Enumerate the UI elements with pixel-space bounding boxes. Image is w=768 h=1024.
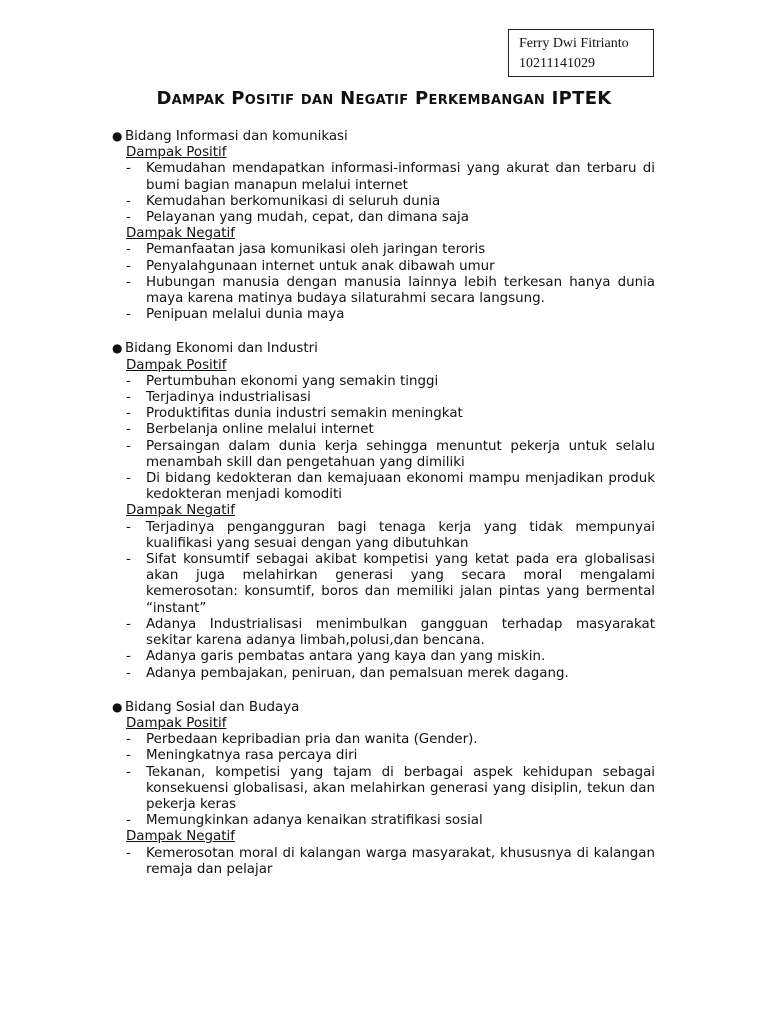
dash-marker: - [126, 649, 131, 665]
list-item-text: Penyalahgunaan internet untuk anak dibawah umur [146, 258, 495, 274]
dash-marker: - [126, 616, 131, 632]
list-item [126, 390, 655, 406]
list-item-text: Meningkatnya rasa percaya diri [146, 748, 358, 764]
list-item-text: Berbelanja online melalui internet [146, 422, 374, 438]
list-item-text: Kemudahan berkomunikasi di seluruh dunia [146, 193, 441, 209]
list-item [126, 242, 655, 258]
dash-marker: - [126, 813, 131, 829]
list-item [126, 552, 655, 617]
list-item-text: Memungkinkan adanya kenaikan stratifikasi sosial [146, 813, 483, 829]
list-item-text: Terjadinya pengangguran bagi tenaga kerja yang tidak mempunyai kualifikasi yang sesuai dengan yang dibutuhkan [146, 519, 655, 551]
list-item [126, 210, 655, 226]
list-item-text: Pertumbuhan ekonomi yang semakin tinggi [146, 373, 439, 389]
list-item-text: Di bidang kedokteran dan kemajuaan ekonomi mampu menjadikan produk kedokteran menjadi komoditi [146, 471, 655, 503]
list-item-text: Perbedaan kepribadian pria dan wanita (Gender). [146, 732, 478, 748]
list-item-text: Kemerosotan moral di kalangan warga masyarakat, khususnya di kalangan remaja dan pelajar [146, 845, 655, 877]
section [112, 128, 655, 323]
dash-marker: - [126, 390, 131, 406]
dash-marker: - [126, 406, 131, 422]
bullet-icon: ● [112, 699, 123, 714]
list-item [126, 813, 655, 829]
positive-impact-label: Dampak Positif [126, 145, 227, 161]
list-item-text: Terjadinya industrialisasi [146, 390, 311, 406]
list-item-text: Tekanan, kompetisi yang tajam di berbagai aspek kehidupan sebagai konsekuensi globalisasi, akan melahirkan generasi yang disiplin, tekun dan pekerja keras [146, 764, 655, 812]
dash-marker: - [126, 552, 131, 568]
dash-marker: - [126, 845, 131, 861]
list-item [126, 307, 655, 323]
list-item-text: Produktifitas dunia industri semakin meningkat [146, 406, 463, 422]
list-item-text: Adanya Industrialisasi menimbulkan gangguan terhadap masyarakat sekitar karena adanya limbah,polusi,dan bencana. [146, 616, 655, 649]
dash-marker: - [126, 193, 131, 209]
dash-marker: - [126, 764, 131, 780]
section-heading [112, 699, 655, 716]
author-id: 10211141029 [519, 56, 595, 71]
dash-marker: - [126, 242, 131, 258]
list-item [126, 649, 655, 665]
list-item [126, 259, 655, 275]
list-item-text: Adanya garis pembatas antara yang kaya dan yang miskin. [146, 649, 546, 665]
section-title: Bidang Informasi dan komunikasi [125, 129, 348, 144]
section-title: Bidang Ekonomi dan Industri [125, 341, 318, 357]
positive-impact-label: Dampak Positif [126, 715, 227, 731]
page-title: Dampak Positif dan Negatif Perkembangan IPTEK [156, 88, 612, 109]
bullet-icon: ● [112, 129, 123, 143]
dash-marker: - [126, 210, 131, 226]
dash-marker: - [126, 422, 131, 438]
dash-marker: - [126, 748, 131, 764]
negative-impact-label: Dampak Negatif [126, 829, 235, 845]
list-item [126, 732, 655, 748]
dash-marker: - [126, 438, 131, 454]
dash-marker: - [126, 274, 131, 290]
author-name: Ferry Dwi Fitrianto [519, 36, 629, 51]
section-heading [112, 340, 655, 357]
negative-impact-list [126, 520, 655, 682]
negative-impact-list [126, 242, 655, 323]
list-item [126, 617, 655, 649]
dash-marker: - [126, 471, 131, 487]
list-item-text: Persaingan dalam dunia kerja sehingga menuntut pekerja untuk selalu menambah skill dan pengetahuan yang dimiliki [146, 438, 655, 470]
list-item [126, 471, 655, 503]
negative-impact-label: Dampak Negatif [126, 503, 235, 519]
list-item-text: Hubungan manusia dengan manusia lainnya lebih terkesan hanya dunia maya karena matinya budaya silaturahmi secara langsung. [146, 274, 655, 307]
positive-impact-list [126, 374, 655, 504]
list-item-text: Pelayanan yang mudah, cepat, dan dimana saja [146, 210, 469, 226]
section [112, 699, 655, 878]
dash-marker: - [126, 258, 131, 274]
dash-marker: - [126, 373, 131, 389]
positive-impact-label: Dampak Positif [126, 357, 227, 373]
bullet-icon: ● [112, 341, 123, 356]
list-item [126, 846, 655, 878]
list-item [126, 406, 655, 422]
document-body [112, 128, 655, 895]
list-item [126, 765, 655, 814]
dash-marker: - [126, 665, 131, 681]
author-box [508, 29, 654, 77]
negative-impact-list [126, 846, 655, 878]
section-title: Bidang Sosial dan Budaya [125, 699, 300, 715]
list-item-text: Adanya pembajakan, peniruan, dan pemalsuan merek dagang. [146, 665, 569, 681]
list-item [126, 439, 655, 471]
positive-impact-list [126, 732, 655, 829]
negative-impact-label: Dampak Negatif [126, 226, 235, 242]
list-item-text: Pemanfaatan jasa komunikasi oleh jaringan teroris [146, 242, 486, 258]
dash-marker: - [126, 307, 131, 323]
dash-marker: - [126, 161, 131, 177]
section-heading [112, 128, 655, 145]
list-item [126, 666, 655, 682]
list-item [126, 161, 655, 193]
positive-impact-list [126, 161, 655, 226]
list-item [126, 422, 655, 438]
list-item [126, 520, 655, 552]
list-item-text: Kemudahan mendapatkan informasi-informasi yang akurat dan terbaru di bumi bagian manapun melalui internet [146, 161, 655, 193]
list-item-text: Penipuan melalui dunia maya [146, 307, 345, 323]
list-item [126, 748, 655, 764]
list-item [126, 374, 655, 390]
list-item [126, 194, 655, 210]
list-item [126, 275, 655, 307]
dash-marker: - [126, 732, 131, 748]
list-item-text: Sifat konsumtif sebagai akibat kompetisi yang ketat pada era globalisasi akan juga melahirkan generasi yang secara moral mengalami kemerosotan: konsumtif, boros dan memiliki jalan pintas yang bermental “instant” [146, 552, 655, 616]
section [112, 340, 655, 681]
dash-marker: - [126, 519, 131, 535]
